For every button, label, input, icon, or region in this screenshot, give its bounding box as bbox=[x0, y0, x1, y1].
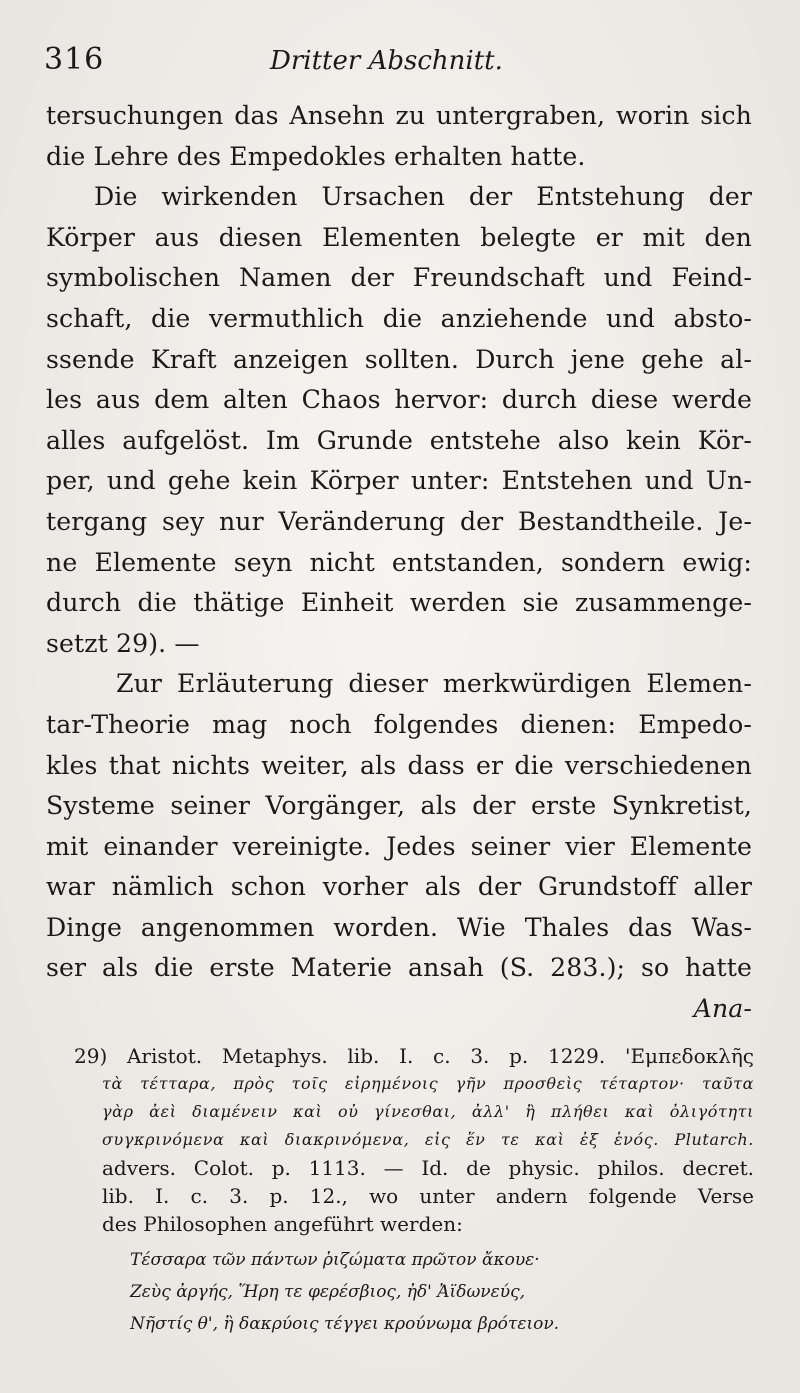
text-line: Körper aus diesen Elementen belegte er mit den bbox=[46, 222, 752, 252]
text-line: mit einander vereinigte. Jedes seiner vier Elemente bbox=[46, 831, 752, 861]
footnote-line: 29) Aristot. Metaphys. lib. I. c. 3. p. 1229. 'Εμπεδοκλῆς bbox=[74, 1044, 754, 1068]
text-line: les aus dem alten Chaos hervor: durch diese werde bbox=[46, 385, 752, 415]
text-segment: die Lehre des Empedokles erhalten hatte. bbox=[46, 141, 586, 171]
text-line: Dinge angenommen worden. Wie Thales das Was- bbox=[46, 912, 752, 942]
page-header bbox=[38, 42, 758, 90]
text-line: alles aufgelöst. Im Grunde entstehe also kein Kör- bbox=[46, 425, 752, 455]
text-line: schaft, die vermuthlich die anziehende und absto- bbox=[46, 303, 752, 333]
text-line: tergang sey nur Veränderung der Bestandtheile. Je- bbox=[46, 506, 752, 536]
footnote-line: γὰρ ἀεὶ διαμένειν καὶ οὐ γίνεσθαι, ἀλλ' ἢ πλήθει καὶ ὀλιγότητι bbox=[102, 1102, 754, 1121]
text-line: tar-Theorie mag noch folgendes dienen: Empedo- bbox=[46, 709, 752, 739]
footnote-line: advers. Colot. p. 1113. — Id. de physic. philos. decret. bbox=[102, 1156, 754, 1180]
verse-line: Τέσσαρα τῶν πάντων ῥιζώματα πρῶτον ἄκουε· bbox=[130, 1250, 540, 1270]
text-line bbox=[46, 137, 752, 178]
footnote bbox=[74, 1042, 754, 1238]
footnote-line: τὰ τέτταρα, πρὸς τοῖς εἰρημένοις γῆν προσθεὶς τέταρτον· ταῦτα bbox=[102, 1074, 754, 1093]
text-line: per, und gehe kein Körper unter: Entstehen und Un- bbox=[46, 466, 752, 496]
text-line: Die wirkenden Ursachen der Entstehung der bbox=[94, 182, 752, 212]
text-line: setzt 29). — bbox=[46, 628, 200, 658]
text-line: tersuchungen das Ansehn zu untergraben, worin sich bbox=[46, 101, 752, 130]
catchword: Ana- bbox=[693, 994, 752, 1024]
verse-line: Νῆστίς θ', ἣ δακρύοις τέγγει κρούνωμα βρότειον. bbox=[130, 1314, 560, 1334]
text-line: ser als die erste Materie ansah (S. 283.); so hatte bbox=[46, 953, 752, 983]
text-line: Zur Erläuterung dieser merkwürdigen Elemen- bbox=[116, 669, 752, 699]
text-line: ne Elemente seyn nicht entstanden, sondern ewig: bbox=[46, 547, 752, 577]
text-line: durch die thätige Einheit werden sie zusammenge- bbox=[46, 588, 752, 618]
text-line: Systeme seiner Vorgänger, als der erste Synkretist, bbox=[46, 791, 752, 821]
text-line: war nämlich schon vorher als der Grundstoff aller bbox=[46, 872, 752, 902]
footnote-line: des Philosophen angeführt werden: bbox=[102, 1212, 463, 1236]
text-line: ssende Kraft anzeigen sollten. Durch jene gehe al- bbox=[46, 344, 752, 374]
page-number: 316 bbox=[44, 42, 105, 77]
text-line: symbolischen Namen der Freundschaft und Feind- bbox=[46, 263, 752, 293]
footnote-line: lib. I. c. 3. p. 12., wo unter andern folgende Verse bbox=[102, 1184, 754, 1208]
footnote-line: συγκρινόμενα καὶ διακρινόμενα, εἰς ἕν τε καὶ ἐξ ἑνός. Plutarch. bbox=[102, 1130, 754, 1149]
text-line: kles that nichts weiter, als dass er die verschiedenen bbox=[46, 750, 752, 780]
running-head: Dritter Abschnitt. bbox=[270, 46, 503, 76]
verse-line: Ζεὺς ἀργής, Ἥρη τε φερέσβιος, ἠδ' Ἀϊδωνεύς, bbox=[130, 1282, 526, 1302]
body-text bbox=[46, 96, 752, 1030]
